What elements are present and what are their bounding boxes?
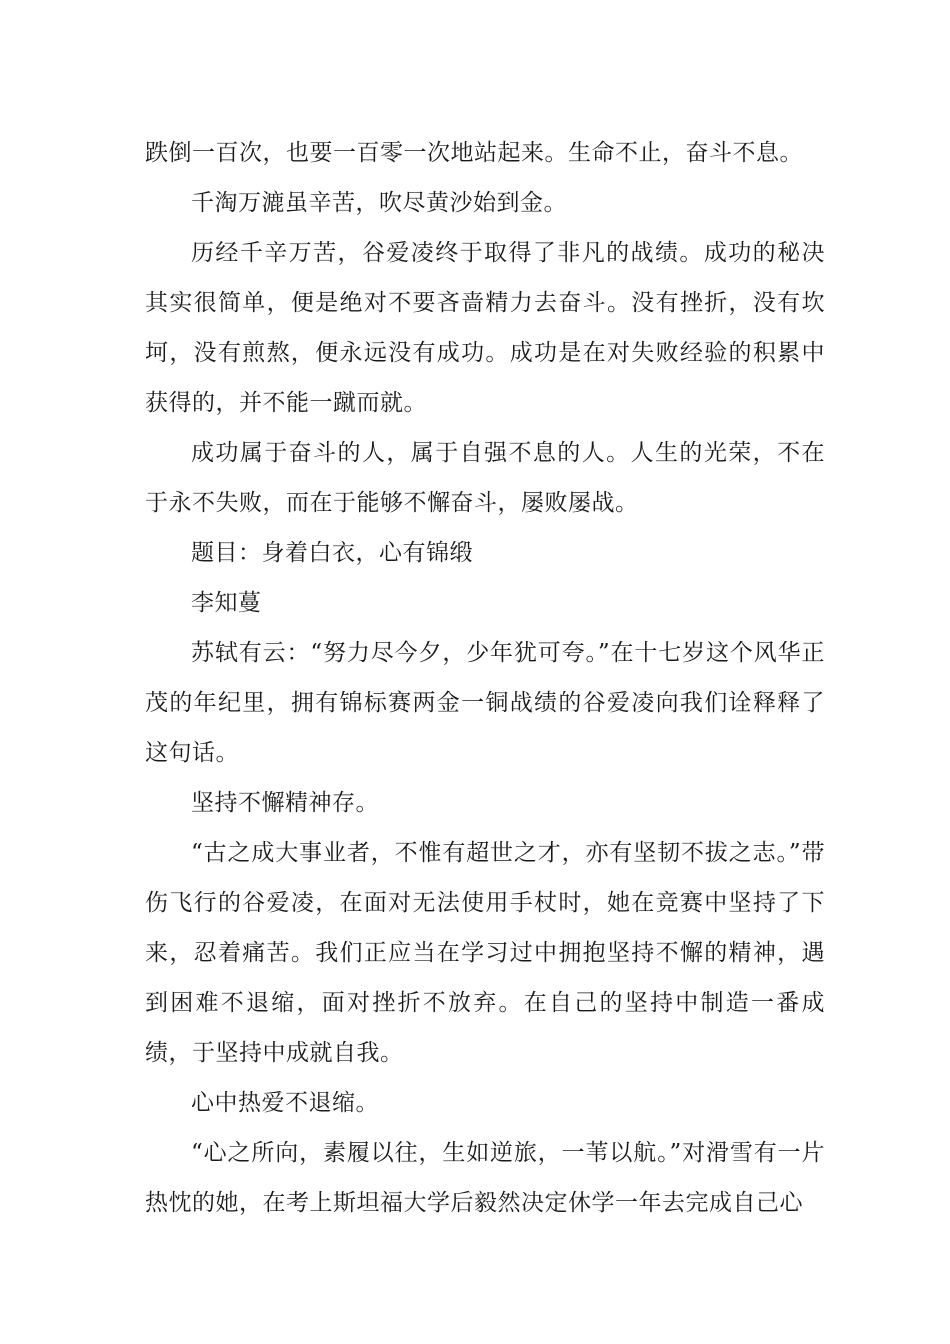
paragraph: “古之成大事业者，不惟有超世之才，亦有坚韧不拔之志。”带伤飞行的谷爱凌，在面对无法使用手杖时，她在竞赛中坚持了下来，忍着痛苦。我们正应当在学习过中拥抱坚持不懈的精神，遇到困难不退缩，面对挫折不放弃。在自己的坚持中制造一番成绩，于坚持中成就自我。 xyxy=(145,840,825,1066)
essay-title: 题目：身着白衣，心有锦缎 xyxy=(191,540,473,566)
document-body xyxy=(145,128,825,1228)
paragraph: 苏轼有云：“努力尽今夕，少年犹可夸。”在十七岁这个风华正茂的年纪里，拥有锦标赛两金一铜战绩的谷爱凌向我们诠释释了这句话。 xyxy=(145,640,825,766)
paragraph: 历经千辛万苦，谷爱凌终于取得了非凡的战绩。成功的秘决其实很简单，便是绝对不要吝啬精力去奋斗。没有挫折，没有坎坷，没有煎熬，便永远没有成功。成功是在对失败经验的积累中获得的，并不能一蹴而就。 xyxy=(145,240,825,416)
paragraph: “心之所向，素履以往，生如逆旅，一苇以航。”对滑雪有一片热忱的她，在考上斯坦福大学后毅然决定休学一年去完成自己心 xyxy=(145,1140,825,1216)
paragraph: 成功属于奋斗的人，属于自强不息的人。人生的光荣，不在于永不失败，而在于能够不懈奋斗，屡败屡战。 xyxy=(145,440,825,516)
paragraph: 跌倒一百次，也要一百零一次地站起来。生命不止，奋斗不息。 xyxy=(145,140,803,166)
paragraph: 千淘万漉虽辛苦，吹尽黄沙始到金。 xyxy=(191,190,567,216)
author-name: 李知蔓 xyxy=(191,590,262,616)
section-heading: 心中热爱不退缩。 xyxy=(191,1090,379,1116)
section-heading: 坚持不懈精神存。 xyxy=(191,790,379,816)
